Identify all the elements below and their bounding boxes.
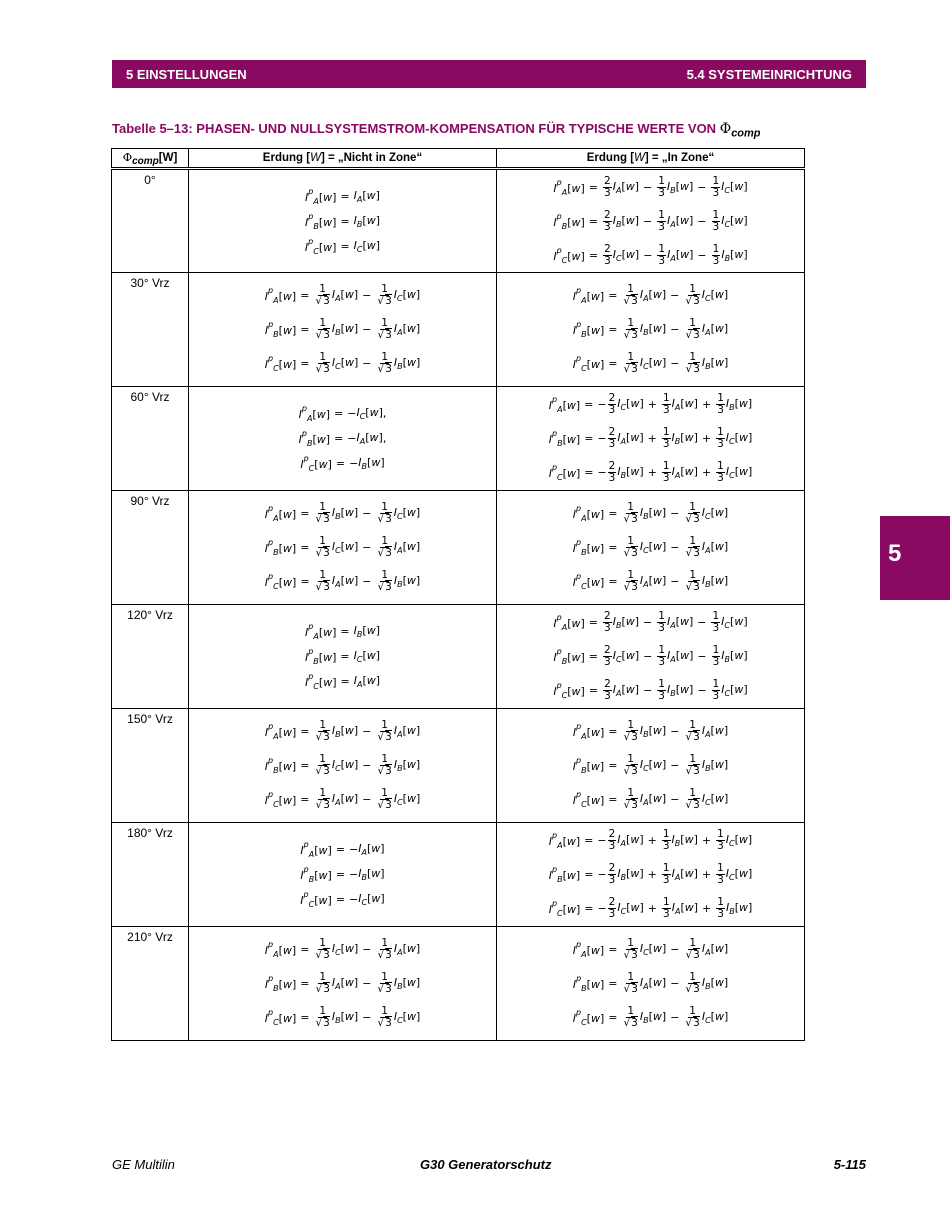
- table-row: [112, 169, 805, 273]
- formula: $I^p_B[w]$ = $I_C[w]$: [304, 646, 381, 666]
- formula: $I^p_A[w]$ = − $\frac{2}{3}$ $I_C[w]$ + $\frac{1}{3}$ $I_A[w]$ + $\frac{1}{3}$ $I_B[w]$: [548, 391, 753, 416]
- angle-cell: 0°: [112, 169, 189, 273]
- formula: $I^p_C[w]$ = $\frac{1}{√3}$ $I_C[w]$ − $\frac{1}{√3}$ $I_B[w]$: [572, 350, 729, 375]
- formula: $I^p_C[w]$ = $\frac{2}{3}$ $I_C[w]$ − $\frac{1}{3}$ $I_A[w]$ − $\frac{1}{3}$ $I_B[w]$: [553, 242, 748, 267]
- angle-cell: 180° Vrz: [112, 823, 189, 927]
- not-in-zone-cell: [189, 709, 497, 823]
- not-in-zone-cell: [189, 169, 497, 273]
- formula: $I^p_C[w]$ = − $I_C[w]$: [300, 889, 385, 909]
- formula: $I^p_A[w]$ = − $I_A[w]$: [300, 839, 385, 859]
- not-in-zone-cell: [189, 491, 497, 605]
- table-row: [112, 273, 805, 387]
- angle-cell: 210° Vrz: [112, 927, 189, 1041]
- table-row: [112, 387, 805, 491]
- caption-text: Tabelle 5–13: PHASEN- UND NULLSYSTEMSTROM-KOMPENSATION FÜR TYPISCHE WERTE VON: [112, 121, 717, 136]
- formula: $I^p_B[w]$ = − $I_B[w]$: [300, 864, 385, 884]
- formula: $I^p_C[w]$ = $\frac{1}{√3}$ $I_A[w]$ − $\frac{1}{√3}$ $I_C[w]$: [264, 786, 421, 811]
- section-header-bar: [112, 60, 866, 88]
- not-in-zone-cell: [189, 927, 497, 1041]
- table-row: [112, 823, 805, 927]
- formula: $I^p_B[w]$ = $\frac{1}{√3}$ $I_C[w]$ − $\frac{1}{√3}$ $I_A[w]$: [264, 534, 421, 559]
- formula: $I^p_C[w]$ = $\frac{1}{√3}$ $I_C[w]$ − $\frac{1}{√3}$ $I_B[w]$: [264, 350, 421, 375]
- formula: $I^p_C[w]$ = $\frac{1}{√3}$ $I_B[w]$ − $\frac{1}{√3}$ $I_C[w]$: [572, 1004, 729, 1029]
- formula: $I^p_A[w]$ = − $I_C[w]$ ,: [298, 403, 387, 423]
- not-in-zone-cell: [189, 273, 497, 387]
- formula: $I^p_B[w]$ = $\frac{2}{3}$ $I_C[w]$ − $\frac{1}{3}$ $I_A[w]$ − $\frac{1}{3}$ $I_B[w]$: [553, 643, 748, 668]
- in-zone-cell: [497, 823, 805, 927]
- formula: $I^p_B[w]$ = − $\frac{2}{3}$ $I_B[w]$ + $\frac{1}{3}$ $I_A[w]$ + $\frac{1}{3}$ $I_C[w]$: [548, 861, 753, 886]
- chapter-side-tab: 5: [880, 516, 950, 600]
- table-row: [112, 605, 805, 709]
- formula: $I^p_B[w]$ = $\frac{1}{√3}$ $I_C[w]$ − $\frac{1}{√3}$ $I_B[w]$: [264, 752, 421, 777]
- in-zone-cell: [497, 491, 805, 605]
- formula: $I^p_A[w]$ = $\frac{1}{√3}$ $I_B[w]$ − $\frac{1}{√3}$ $I_C[w]$: [572, 500, 729, 525]
- formula: $I^p_C[w]$ = $I_A[w]$: [304, 671, 381, 691]
- formula: $I^p_C[w]$ = $\frac{1}{√3}$ $I_B[w]$ − $\frac{1}{√3}$ $I_C[w]$: [264, 1004, 421, 1029]
- formula: $I^p_B[w]$ = $I_B[w]$: [305, 211, 380, 231]
- formula: $I^p_B[w]$ = $\frac{2}{3}$ $I_B[w]$ − $\frac{1}{3}$ $I_A[w]$ − $\frac{1}{3}$ $I_C[w]$: [553, 208, 748, 233]
- formula: $I^p_B[w]$ = $\frac{1}{√3}$ $I_C[w]$ − $\frac{1}{√3}$ $I_A[w]$: [572, 534, 729, 559]
- angle-cell: 90° Vrz: [112, 491, 189, 605]
- formula: $I^p_A[w]$ = $\frac{1}{√3}$ $I_C[w]$ − $\frac{1}{√3}$ $I_A[w]$: [572, 936, 729, 961]
- header-in-zone: Erdung [W] = „In Zone“: [497, 149, 805, 169]
- formula: $I^p_C[w]$ = − $\frac{2}{3}$ $I_C[w]$ + $\frac{1}{3}$ $I_A[w]$ + $\frac{1}{3}$ $I_B[w]$: [548, 895, 753, 920]
- formula: $I^p_A[w]$ = $\frac{1}{√3}$ $I_B[w]$ − $\frac{1}{√3}$ $I_C[w]$: [264, 500, 421, 525]
- in-zone-cell: [497, 273, 805, 387]
- phi-subscript: comp: [731, 127, 761, 140]
- formula: $I^p_A[w]$ = $\frac{1}{√3}$ $I_C[w]$ − $\frac{1}{√3}$ $I_A[w]$: [264, 936, 421, 961]
- angle-cell: 120° Vrz: [112, 605, 189, 709]
- table-header-row: [112, 149, 805, 169]
- in-zone-cell: [497, 927, 805, 1041]
- table-row: [112, 927, 805, 1041]
- formula: $I^p_A[w]$ = $\frac{1}{√3}$ $I_B[w]$ − $\frac{1}{√3}$ $I_A[w]$: [572, 718, 729, 743]
- formula: $I^p_C[w]$ = $\frac{1}{√3}$ $I_A[w]$ − $\frac{1}{√3}$ $I_B[w]$: [264, 568, 421, 593]
- not-in-zone-cell: [189, 823, 497, 927]
- formula: $I^p_C[w]$ = $\frac{1}{√3}$ $I_A[w]$ − $\frac{1}{√3}$ $I_C[w]$: [572, 786, 729, 811]
- formula: $I^p_B[w]$ = − $\frac{2}{3}$ $I_A[w]$ + $\frac{1}{3}$ $I_B[w]$ + $\frac{1}{3}$ $I_C[w]$: [548, 425, 753, 450]
- formula: $I^p_A[w]$ = $I_B[w]$: [305, 621, 380, 641]
- formula: $I^p_B[w]$ = $\frac{1}{√3}$ $I_A[w]$ − $\frac{1}{√3}$ $I_B[w]$: [264, 970, 421, 995]
- formula: $I^p_B[w]$ = $\frac{1}{√3}$ $I_A[w]$ − $\frac{1}{√3}$ $I_B[w]$: [572, 970, 729, 995]
- table-row: [112, 491, 805, 605]
- formula: $I^p_B[w]$ = − $I_A[w]$ ,: [298, 428, 387, 448]
- phi-symbol: Φ: [719, 121, 732, 137]
- header-angle: Φcomp[W]: [112, 149, 189, 169]
- in-zone-cell: [497, 605, 805, 709]
- angle-cell: 60° Vrz: [112, 387, 189, 491]
- footer-page-number: 5-115: [833, 1157, 866, 1172]
- formula: $I^p_A[w]$ = $\frac{2}{3}$ $I_B[w]$ − $\frac{1}{3}$ $I_A[w]$ − $\frac{1}{3}$ $I_C[w]$: [553, 609, 748, 634]
- table-row: [112, 709, 805, 823]
- not-in-zone-cell: [189, 387, 497, 491]
- formula: $I^p_A[w]$ = $\frac{2}{3}$ $I_A[w]$ − $\frac{1}{3}$ $I_B[w]$ − $\frac{1}{3}$ $I_C[w]$: [553, 174, 748, 199]
- formula: $I^p_A[w]$ = $\frac{1}{√3}$ $I_B[w]$ − $\frac{1}{√3}$ $I_A[w]$: [264, 718, 421, 743]
- chapter-title: 5 EINSTELLUNGEN: [126, 67, 247, 82]
- in-zone-cell: [497, 169, 805, 273]
- formula: $I^p_C[w]$ = $I_C[w]$: [304, 236, 381, 256]
- angle-cell: 30° Vrz: [112, 273, 189, 387]
- formula: $I^p_A[w]$ = $I_A[w]$: [305, 186, 380, 206]
- formula: $I^p_B[w]$ = $\frac{1}{√3}$ $I_B[w]$ − $\frac{1}{√3}$ $I_A[w]$: [264, 316, 421, 341]
- angle-cell: 150° Vrz: [112, 709, 189, 823]
- in-zone-cell: [497, 387, 805, 491]
- footer-company: GE Multilin: [112, 1157, 175, 1172]
- section-title: 5.4 SYSTEMEINRICHTUNG: [686, 67, 852, 82]
- compensation-table: [111, 148, 805, 1041]
- formula: $I^p_B[w]$ = $\frac{1}{√3}$ $I_B[w]$ − $\frac{1}{√3}$ $I_A[w]$: [572, 316, 729, 341]
- in-zone-cell: [497, 709, 805, 823]
- formula: $I^p_C[w]$ = − $\frac{2}{3}$ $I_B[w]$ + $\frac{1}{3}$ $I_A[w]$ + $\frac{1}{3}$ $I_C[w]$: [548, 459, 753, 484]
- footer-product: G30 Generatorschutz: [420, 1157, 552, 1172]
- formula: $I^p_B[w]$ = $\frac{1}{√3}$ $I_C[w]$ − $\frac{1}{√3}$ $I_B[w]$: [572, 752, 729, 777]
- not-in-zone-cell: [189, 605, 497, 709]
- header-not-in-zone: Erdung [W] = „Nicht in Zone“: [189, 149, 497, 169]
- formula: $I^p_A[w]$ = − $\frac{2}{3}$ $I_A[w]$ + $\frac{1}{3}$ $I_B[w]$ + $\frac{1}{3}$ $I_C[w]$: [548, 827, 753, 852]
- formula: $I^p_C[w]$ = $\frac{1}{√3}$ $I_A[w]$ − $\frac{1}{√3}$ $I_B[w]$: [572, 568, 729, 593]
- formula: $I^p_A[w]$ = $\frac{1}{√3}$ $I_A[w]$ − $\frac{1}{√3}$ $I_C[w]$: [264, 282, 421, 307]
- formula: $I^p_A[w]$ = $\frac{1}{√3}$ $I_A[w]$ − $\frac{1}{√3}$ $I_C[w]$: [572, 282, 729, 307]
- formula: $I^p_C[w]$ = − $I_B[w]$: [300, 453, 385, 473]
- table-caption: [112, 121, 761, 140]
- formula: $I^p_C[w]$ = $\frac{2}{3}$ $I_A[w]$ − $\frac{1}{3}$ $I_B[w]$ − $\frac{1}{3}$ $I_C[w]$: [553, 677, 748, 702]
